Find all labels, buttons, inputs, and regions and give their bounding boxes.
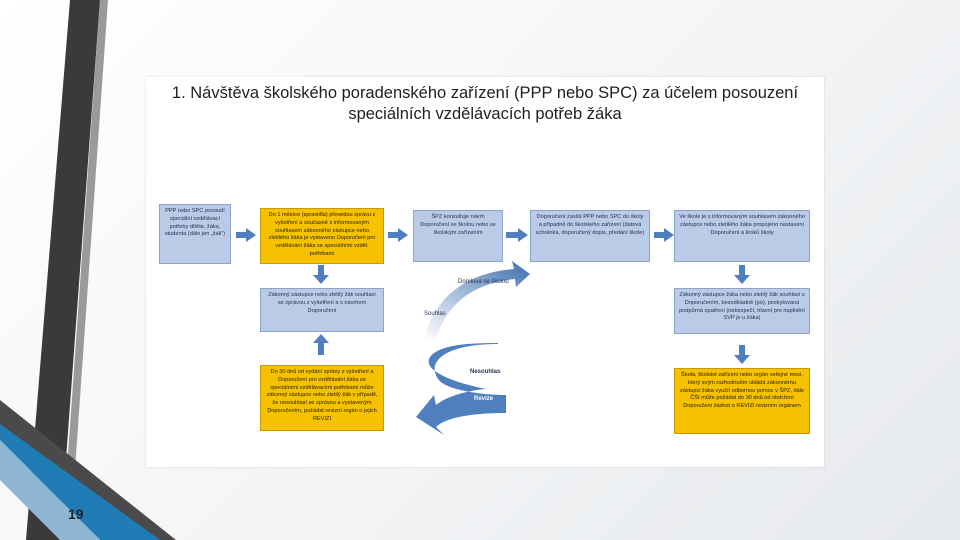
- box-send-to-school: Doporučení zasílá PPP nebo SPC do školy a případně do školského zařízení (datová schránka, doporučený dopis, předání škole): [530, 210, 650, 262]
- arrow-right-2: [388, 228, 408, 242]
- curve-arrow-souhlas: [424, 261, 530, 339]
- curve-arrow-revize: [416, 343, 506, 435]
- title-line-1: 1. Návštěva školského poradenského zařízení (PPP nebo SPC) za účelem posouzení: [171, 84, 799, 102]
- arrow-right-3: [506, 228, 528, 242]
- arrow-down-right-2: [734, 345, 750, 364]
- box-guardian-agrees-recommendation: Zákonný zástupce žáka nebo zletilý žák souhlasí s Doporučením, bezodkladně (po), poskytovaná podpůrná opatření (nebezpečí, hlavní pro naplnění SVP je u žáka): [674, 288, 810, 334]
- box-revision-request-30-days: Do 30 dnů od vydání zprávy z vyšetření a Doporučení pro vzdělávání žáka se speciálními vzdělávacími potřebami může zákonný zástupce nebo zletilý žák v případě, že nesouhlasí se zprávou a vystaveným Doporučením, požádat revizní orgán o jejich REVIZI: [260, 365, 384, 431]
- arrow-right-1: [236, 228, 256, 242]
- arrow-down-left: [313, 265, 329, 284]
- label-revize: Revize: [474, 396, 494, 402]
- box-guardian-agrees-report: Zákonný zástupce nebo zletilý žák souhlasí se zprávou z vyšetření a s návrhem Doporučení: [260, 288, 384, 332]
- box-revision-by-authority: Škola, školské zařízení nebo orgán veřejné moci, který svým rozhodnutím ukládá zákonnému zástupci žáka využít odbornou pomoc v ŠPZ, dále ČŠI může požádat do 30 dnů od obdržení Doporučení žádost o REVIZI revizním orgánem: [674, 368, 810, 434]
- arrow-right-4: [654, 228, 674, 242]
- arrow-down-right-1: [734, 265, 750, 284]
- box-consultation-with-school: ŠPZ konzultuje návrh Doporučení se školou nebo se školským zařízením: [413, 210, 503, 262]
- arrow-up-left: [313, 334, 329, 355]
- slide-number: 19: [68, 506, 84, 522]
- diagram-panel: [146, 77, 824, 467]
- box-ppp-spc-assessment: PPP nebo SPC posoudí speciální vzdělávací potřeby dítěte, žáka, studenta (dále jen „žák“): [159, 204, 231, 264]
- title-line-2: speciálních vzdělávacích potřeb žáka: [348, 105, 622, 123]
- label-domluva-se-skolou: Domluva se školou: [458, 279, 509, 285]
- box-school-implementation: Ve škole je s informovaným souhlasem zákonného zástupce nebo zletilého žáka propojeno nastavení Doporučení a kroků školy: [674, 210, 810, 262]
- box-report-and-recommendation: Do 1 měsíce (zpravidla) převedou zprávu z vyšetření a současně s informovaným souhlasem zákonného zástupce nebo zletilého žáka je vystaveno Doporučení pro vzdělávání žáka se speciálními vzděl. potřebami: [260, 208, 384, 264]
- label-souhlas: Souhlas: [424, 311, 446, 317]
- label-nesouhlas: Nesouhlas: [470, 369, 501, 375]
